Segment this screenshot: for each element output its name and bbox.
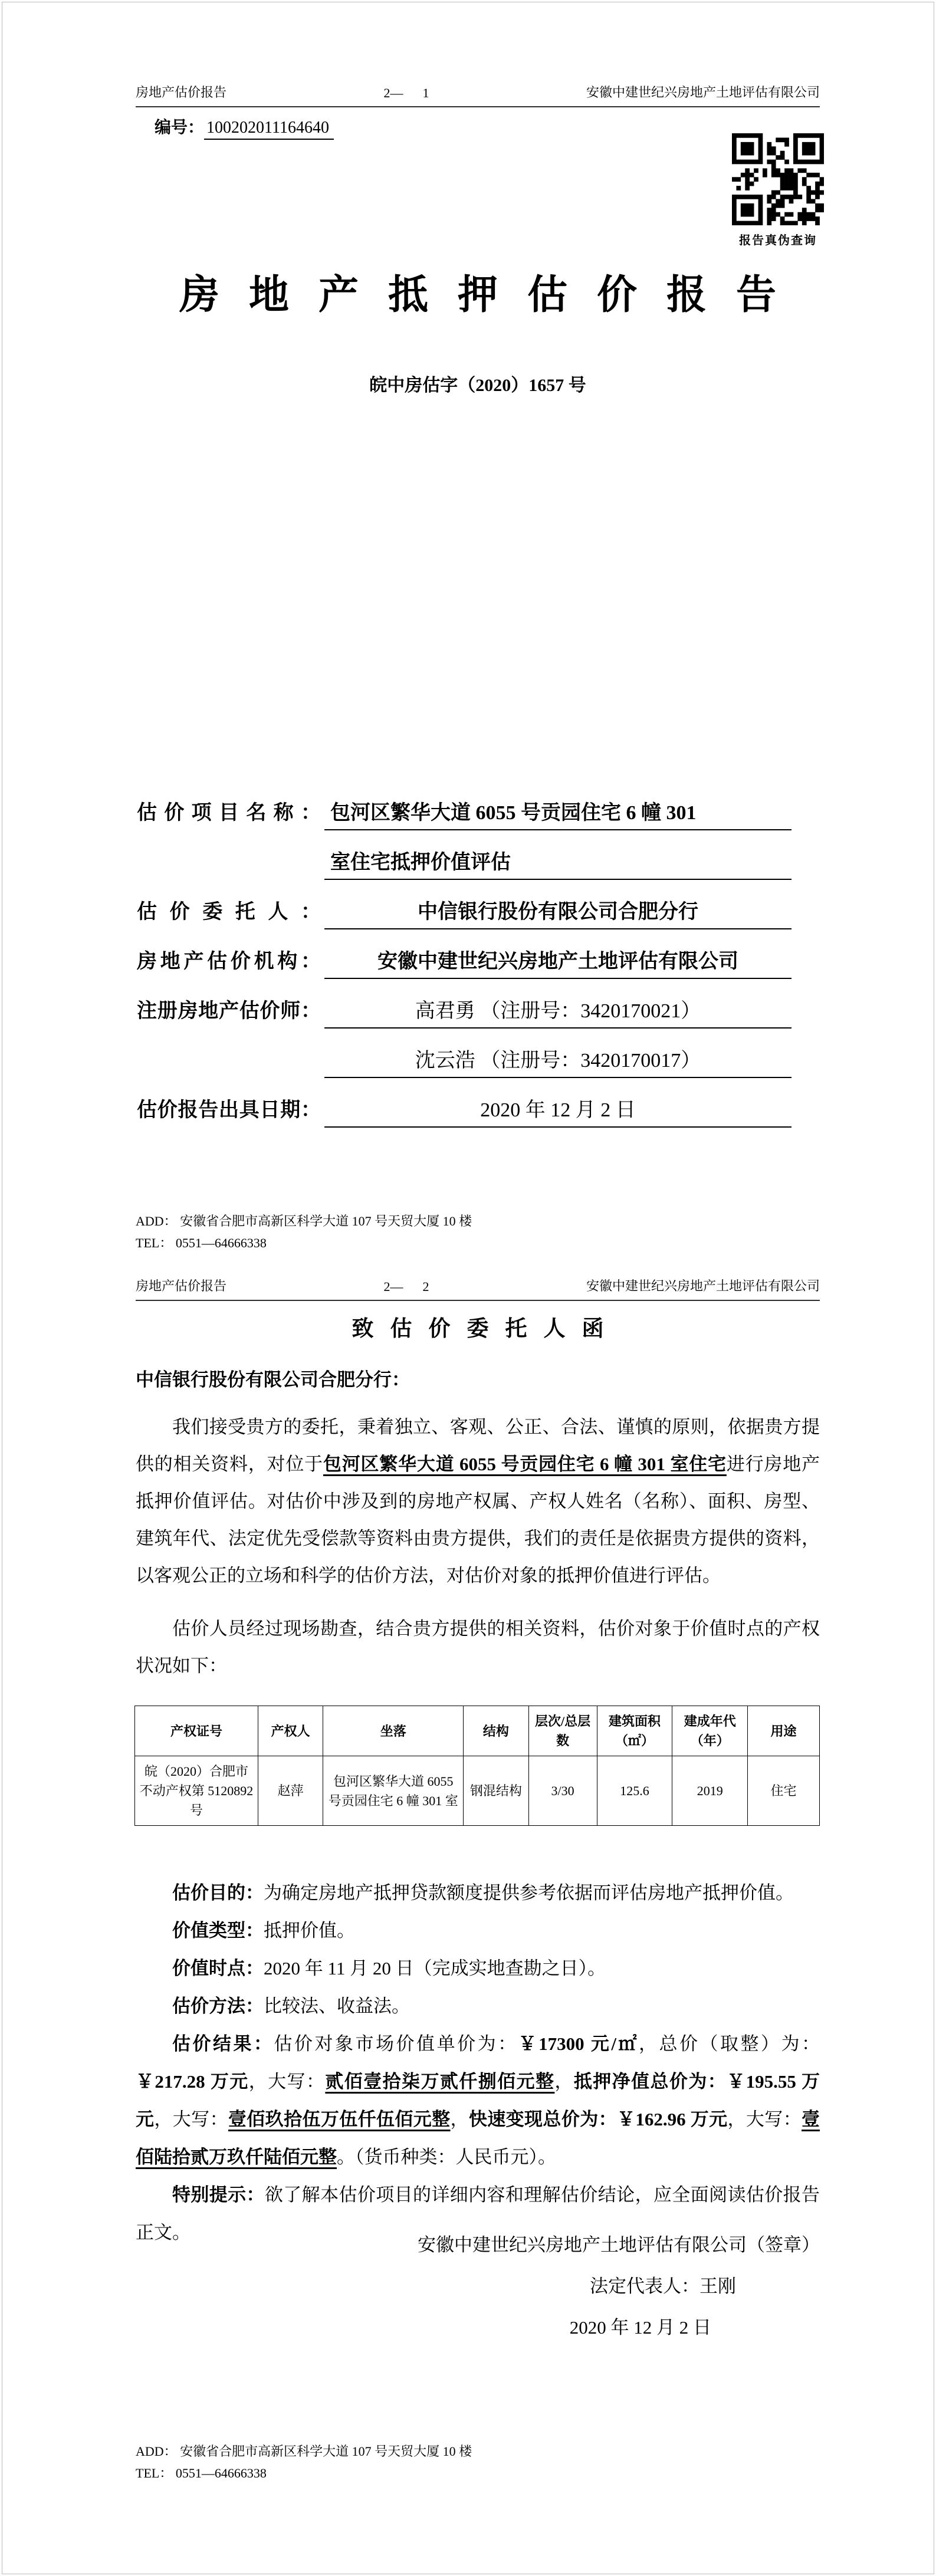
letter-paragraph-1: [136, 1408, 820, 1594]
footer-address: ADD： 安徽省合肥市高新区科学大道 107 号天贸大厦 10 楼: [136, 1214, 472, 1228]
result-net-label: 抵押净值总价为：: [573, 2071, 727, 2092]
report-number-line: [155, 114, 334, 138]
cell-structure: 钢混结构: [464, 1756, 528, 1826]
result-seg: 估价对象市场价值单价为：: [274, 2033, 518, 2054]
cell-location: 包河区繁华大道 6055 号贡园住宅 6 幢 301 室: [323, 1756, 464, 1826]
item-value-type: [136, 1912, 820, 1950]
signature-company: 安徽中建世纪兴房地产土地评估有限公司（签章）: [418, 2235, 820, 2255]
signature-block: [136, 2225, 820, 2348]
page-footer: [136, 1210, 472, 1254]
letter-page: [0, 1268, 936, 2576]
field-value: 2020 年 12 月 2 日: [324, 1093, 792, 1128]
signature-representative: 法定代表人：王刚: [590, 2276, 736, 2296]
field-row-appraiser-1: [137, 994, 792, 1029]
result-quick-label: 快速变现总价为：: [468, 2109, 617, 2130]
header-page-number: 2— 1: [383, 86, 429, 100]
field-label: 估价项目名称：: [137, 802, 321, 824]
result-net-price-words: 壹佰玖拾伍万伍仟伍佰元整: [228, 2109, 451, 2130]
col-area: 建筑面积（㎡）: [597, 1706, 672, 1756]
para1-text-pre: 我们接受贵方的委托，秉着独立、客观、公正、合法、谨慎的原则，依据贵方提供的相关资料，对位于: [136, 1417, 820, 1474]
cell-usage: 住宅: [748, 1756, 820, 1826]
field-value: 中信银行股份有限公司合肥分行: [324, 895, 792, 929]
footer-telephone: TEL： 0551—64666338: [136, 2466, 267, 2480]
result-seg: ，大写：: [154, 2109, 228, 2130]
col-floor: 层次/总层数: [528, 1706, 597, 1756]
table-header-row: [135, 1706, 820, 1756]
result-total-price: ￥217.28 万元: [136, 2071, 249, 2092]
result-quick-price-words: 壹佰陆拾贰万玖仟陆佰元整: [136, 2109, 820, 2167]
field-label: 房地产估价机构：: [137, 951, 321, 972]
field-row-agency: [137, 945, 792, 979]
cover-fields: [137, 796, 792, 1143]
para1-property-highlight: 包河区繁华大道 6055 号贡园住宅 6 幢 301 室住宅: [323, 1454, 727, 1474]
result-unit-price: ￥17300 元/㎡: [518, 2033, 639, 2054]
field-value: 室住宅抵押价值评估: [324, 846, 792, 880]
field-label: 估价委托人：: [137, 901, 321, 923]
field-row-issue-date: [137, 1093, 792, 1128]
header-company-name: 安徽中建世纪兴房地产土地评估有限公司: [586, 1279, 820, 1293]
item-text: 为确定房地产抵押贷款额度提供参考依据而评估房地产抵押价值。: [264, 1882, 794, 1903]
item-result: [136, 2025, 820, 2176]
field-label: 估价报告出具日期：: [137, 1099, 321, 1121]
header-doc-type: 房地产估价报告: [136, 1279, 227, 1293]
item-text: 抵押价值。: [264, 1920, 355, 1941]
item-purpose: [136, 1874, 820, 1912]
item-label: 价值时点：: [172, 1958, 264, 1979]
cover-page: [0, 0, 936, 1268]
item-text: 欲了解本估价项目的详细内容和理解估价结论，应全面阅读估价报告正文。: [136, 2184, 820, 2243]
item-text: 2020 年 11 月 20 日（完成实地查勘之日）。: [264, 1958, 606, 1979]
page-header: [136, 1276, 820, 1301]
table-row: [135, 1756, 820, 1826]
col-location: 坐落: [323, 1706, 464, 1756]
item-label: 估价方法：: [172, 1996, 264, 2016]
item-label: 价值类型：: [172, 1920, 264, 1941]
col-structure: 结构: [464, 1706, 528, 1756]
letter-salutation: 中信银行股份有限公司合肥分行：: [136, 1369, 410, 1390]
item-text: 比较法、收益法。: [264, 1996, 410, 2016]
page-footer: [136, 2440, 472, 2484]
header-page-number: 2— 2: [383, 1279, 429, 1294]
item-value-date: [136, 1950, 820, 1987]
field-value: 包河区繁华大道 6055 号贡园住宅 6 幢 301: [324, 796, 792, 830]
result-seg: ，总价（取整）为：: [638, 2033, 820, 2054]
qr-caption: 报告真伪查询: [739, 234, 817, 247]
col-usage: 用途: [748, 1706, 820, 1756]
item-label: 估价目的：: [172, 1882, 264, 1903]
item-label: 估价结果：: [172, 2033, 274, 2054]
qr-code: [732, 133, 824, 225]
cell-floor: 3/30: [528, 1756, 597, 1826]
letter-paragraph-2: 估价人员经过现场勘查，结合贵方提供的相关资料，估价对象于价值时点的产权状况如下：: [136, 1618, 820, 1676]
property-rights-table: [134, 1706, 820, 1826]
item-method: [136, 1987, 820, 2025]
col-certificate-no: 产权证号: [135, 1706, 258, 1756]
field-row-project-name-cont: [137, 846, 792, 880]
cell-year-built: 2019: [672, 1756, 748, 1826]
cell-owner: 赵萍: [258, 1756, 323, 1826]
result-seg: ，: [554, 2071, 574, 2092]
letter-title: 致估价委托人函: [352, 1317, 620, 1341]
cell-certificate-no: 皖（2020）合肥市不动产权第 5120892 号: [135, 1756, 258, 1826]
field-value: 安徽中建世纪兴房地产土地评估有限公司: [324, 945, 792, 979]
result-total-price-words: 贰佰壹拾柒万贰仟捌佰元整: [325, 2071, 555, 2092]
document-number: 皖中房估字（2020）1657 号: [369, 376, 586, 395]
result-seg: ，大写：: [727, 2109, 802, 2130]
appraisal-items: [136, 1874, 820, 2252]
report-title: 房地产抵押估价报告: [179, 272, 806, 317]
report-number-label: 编号：: [155, 119, 205, 137]
qr-block: [732, 133, 824, 248]
field-row-project-name: [137, 796, 792, 830]
field-value: 高君勇 （注册号：3420170021）: [324, 994, 792, 1029]
cell-area: 125.6: [597, 1756, 672, 1826]
field-label: 注册房地产估价师：: [137, 1000, 321, 1022]
result-net-price: ￥195.55 万元: [136, 2071, 820, 2130]
field-value: 沈云浩 （注册号：3420170017）: [324, 1044, 792, 1078]
result-quick-price: ￥162.96 万元: [616, 2109, 728, 2130]
field-row-appraiser-2: [137, 1044, 792, 1078]
footer-address: ADD： 安徽省合肥市高新区科学大道 107 号天贸大厦 10 楼: [136, 2444, 472, 2459]
field-row-client: [137, 895, 792, 929]
item-label: 特别提示：: [172, 2184, 265, 2205]
header-company-name: 安徽中建世纪兴房地产土地评估有限公司: [586, 85, 820, 100]
col-year-built: 建成年代（年）: [672, 1706, 748, 1756]
report-number-value: 100202011164640: [204, 119, 334, 140]
page-header: [136, 83, 820, 107]
footer-telephone: TEL： 0551—64666338: [136, 1236, 267, 1250]
para1-text-post: 进行房地产抵押价值评估。对估价中涉及到的房地产权属、产权人姓名（名称）、面积、房型、建筑年代、法定优先受偿款等资料由贵方提供，我们的责任是依据贵方提供的资料，以客观公正的立场和科学的估价方法，对估价对象的抵押价值进行评估。: [136, 1454, 820, 1586]
result-seg: ，大写：: [248, 2071, 326, 2092]
result-seg: 。（货币种类：人民币元）。: [337, 2147, 556, 2167]
header-doc-type: 房地产估价报告: [136, 85, 227, 100]
signature-date: 2020 年 12 月 2 日: [569, 2317, 711, 2338]
col-owner: 产权人: [258, 1706, 323, 1756]
result-seg: ，: [450, 2109, 469, 2130]
